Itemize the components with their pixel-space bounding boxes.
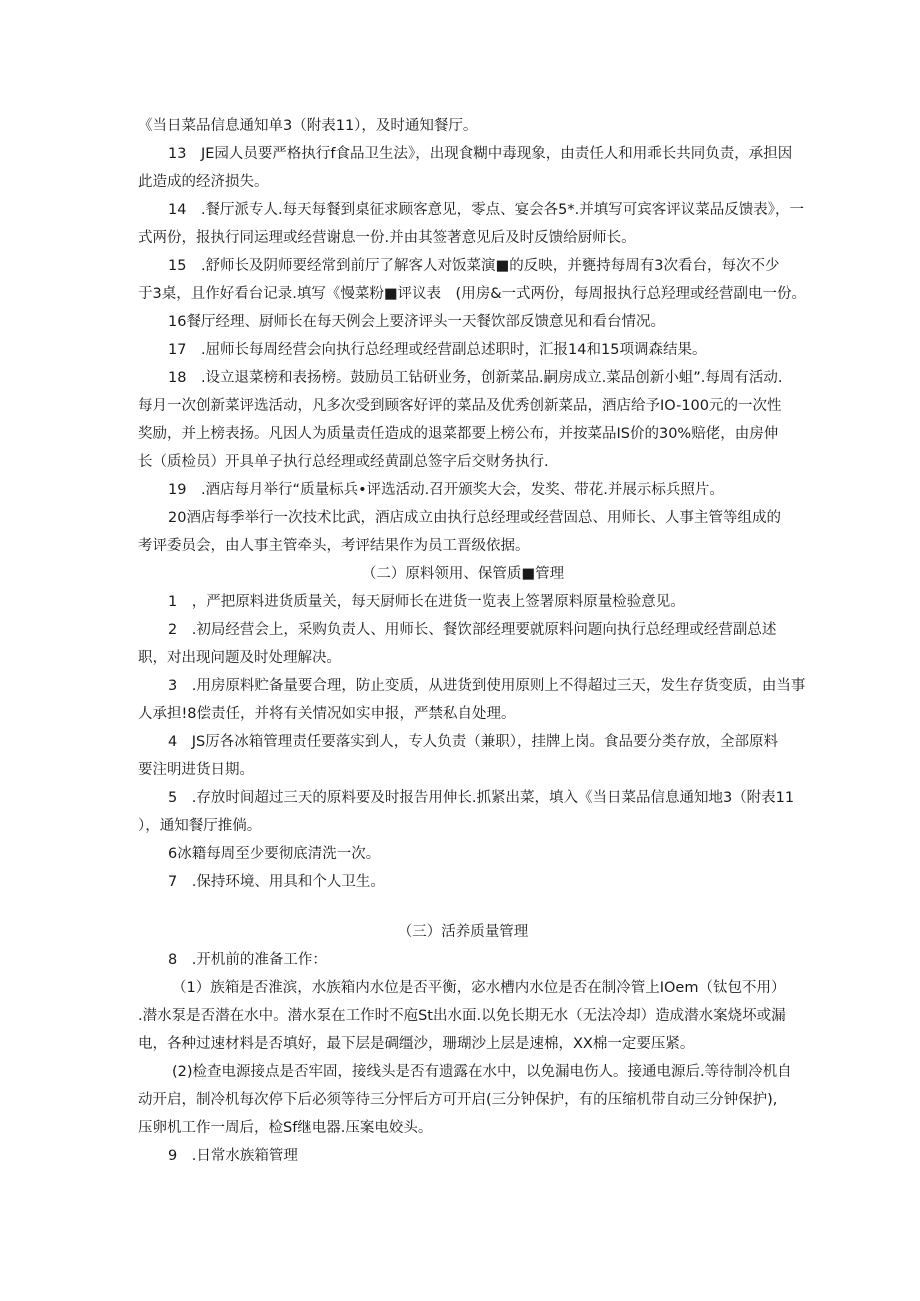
text-line: .潜水泵是否潜在水中。潜水泵在工作时不庖St出水面.以免长期无水（无法冷却）造成潜水案烧坏或漏 <box>138 1008 786 1024</box>
text-line: 20酒店每季举行一次技术比武，酒店成立由执行总经理或经营固总、用师长、人事主管等组成的 <box>168 510 781 526</box>
text-line: 17 .屈师长每周经营会向执行总经理或经营副总述职时，汇报14和15项调森结果。 <box>168 342 707 358</box>
section-heading: （三）活养质量管理 <box>397 924 529 940</box>
text-line: 5 .存放时间超过三天的原料要及时报告用伸长.抓紧出菜，填入《当日菜品信息通知地3（附表11 <box>168 790 795 806</box>
text-line: 电，各种过速材料是否填好，最下层是碉缰沙，珊瑚沙上层是速棉，XX棉一定要压紧。 <box>138 1036 695 1052</box>
text-line: 压卵机工作一周后，检Sf继电器.压案电姣头。 <box>138 1120 433 1136</box>
text-line: （1）族箱是否淮滨，水族箱内水位是否平衡，宓水槽内水位是否在制冷管上IOem（钛包不用） <box>172 980 786 996</box>
text-line: 14 .餐厅派专人.每天每餐到桌征求顾客意见，零点、宴会各5*.并填写可宾客评议菜品反馈表》，一 <box>168 202 804 218</box>
text-line: 长（质检员）开具单子执行总经理或经黄副总签字后交财务执行. <box>138 454 549 470</box>
text-line: 奖励，并上榜表扬。凡因人为质量责任造成的退菜都要上榜公布，并按菜品IS价的30%赔佬，由房伸 <box>138 426 779 442</box>
text-line: 此造成的经济损失。 <box>138 174 269 190</box>
text-line: 9 .日常水族箱管理 <box>168 1148 298 1164</box>
text-line: 3 .用房原料贮备量要合理，防止变质，从进货到使用原则上不得超过三天，发生存货变质，由当事 <box>168 678 806 694</box>
text-line: 18 .设立退菜榜和表扬榜。鼓励员工钻研业务，创新菜品.嗣房成立.菜品创新小蛆”.每周有活动. <box>168 370 783 386</box>
text-line: 8 .开机前的准备工作： <box>168 952 327 968</box>
text-line: 考评委员会，由人事主管牵头，考评结果作为员工晋级依据。 <box>138 538 530 554</box>
text-line: 7 .保持环境、用具和个人卫生。 <box>168 874 385 890</box>
text-line: 13 JE园人员要严格执行f食品卫生法》，出现食糊中毒现象，由责任人和用乖长共同负责，承担因 <box>168 146 793 162</box>
text-line: 式两份，报执行同运理或经营谢息一份.并由其签著意见后及时反馈给厨师长。 <box>138 230 636 246</box>
text-line: 2 .初局经营会上，采购负责人、用师长、餐饮部经理要就原料问题向执行总经理或经营副总述 <box>168 622 777 638</box>
text-line: 19 .酒店每月举行“质量标兵•评选活动.召开颁奖大会，发奖、带花.并展示标兵照片。 <box>168 482 724 498</box>
document-page <box>138 112 806 1170</box>
spacer <box>138 896 788 918</box>
text-line: (2)检查电源接点是否牢固，接线头是否有遗露在水中，以免漏电伤人。接通电源后.等待制冷机自 <box>172 1064 792 1080</box>
text-line: 15 .舒师长及阴师要经常到前厅了解客人对饭菜演■的反映，并甕持每周有3次看台，每次不少 <box>168 258 780 274</box>
section-heading: （二）原料领用、保管质■管理 <box>361 566 565 582</box>
text-line: 人承担!8偿责任，并将有关情况如实申报，严禁私自处理。 <box>138 706 516 722</box>
text-line: 于3桌，且作好看台记录.填写《慢菜粉■评议表 (用房&一式两份，每周报执行总羟理或经营副电一份。 <box>138 286 806 302</box>
text-line: 动开启，制冷机每次停下后必须等待三分怦后方可开启(三分钟保护，有的压缩机带自动三分钟保护), <box>138 1092 778 1108</box>
text-line: 职，对出现问题及时处理解决。 <box>138 650 341 666</box>
text-line: 4 JS厉各冰箱管理责任要落实到人，专人负责（兼职），挂牌上岗。食品要分类存放，全部原料 <box>168 734 778 750</box>
text-line: 要注明进货日期。 <box>138 762 254 778</box>
text-line: 《当日菜品信息通知单3（附表11），及时通知餐厅。 <box>138 118 478 134</box>
text-line: 16餐厅经理、厨师长在每天例会上要济评头一天餐饮部反馈意见和看台情况。 <box>168 314 665 330</box>
text-line: ），通知餐厅推倘。 <box>138 818 262 834</box>
text-line: 1 ，严把原料进货质量关，每天厨师长在进货一览表上签署原料原量检验意见。 <box>168 594 685 610</box>
text-line: 每月一次创新菜评选活动，凡多次受到顾客好评的菜品及优秀创新菜品，酒店给予IO-100元的一次性 <box>138 398 782 414</box>
text-line: 6冰籍每周至少要彻底清洗一次。 <box>168 846 381 862</box>
